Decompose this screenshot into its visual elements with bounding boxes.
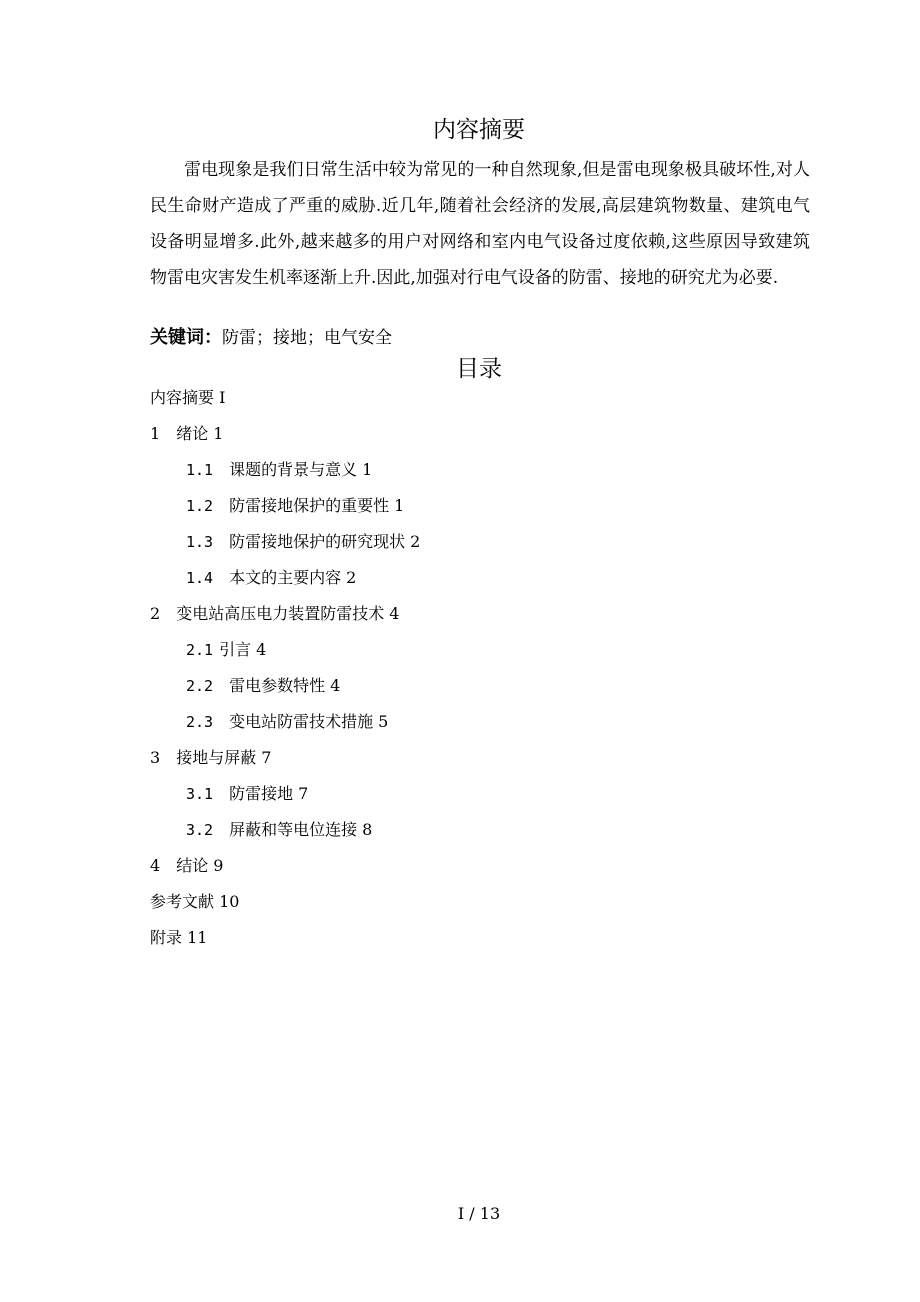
toc-entry[interactable]	[150, 560, 810, 596]
toc-entry[interactable]	[150, 740, 810, 776]
toc-entry[interactable]	[150, 452, 810, 488]
toc-entry-text: 变电站防雷技术措施 5	[229, 712, 389, 731]
toc-entry-number: 3	[150, 748, 161, 767]
toc-entry-text: 内容摘要 I	[150, 388, 226, 407]
toc-entry-text: 附录 11	[150, 928, 208, 947]
toc-entry[interactable]	[150, 848, 810, 884]
toc-entry-number: 2.2	[186, 677, 214, 695]
toc-entry-text: 课题的背景与意义 1	[229, 460, 373, 479]
toc-entry-number: 1.2	[186, 497, 214, 515]
keywords-value: 防雷；接地；电气安全	[222, 328, 392, 348]
toc-entry-text: 雷电参数特性 4	[229, 676, 341, 695]
toc-title: 目录	[456, 356, 502, 382]
toc-entry-number: 2.3	[186, 713, 214, 731]
table-of-contents	[150, 380, 810, 956]
toc-entry[interactable]	[150, 704, 810, 740]
toc-entry-text: 本文的主要内容 2	[229, 568, 357, 587]
toc-entry-text: 防雷接地保护的重要性 1	[229, 496, 405, 515]
toc-entry[interactable]	[150, 632, 810, 668]
toc-entry-number: 2	[150, 604, 161, 623]
toc-entry-text: 防雷接地 7	[229, 784, 309, 803]
toc-entry[interactable]	[150, 380, 810, 416]
toc-entry-text: 变电站高压电力装置防雷技术 4	[176, 604, 400, 623]
toc-entry-text: 屏蔽和等电位连接 8	[229, 820, 373, 839]
toc-entry-number: 1.3	[186, 533, 214, 551]
toc-entry-text: 接地与屏蔽 7	[176, 748, 272, 767]
toc-entry[interactable]	[150, 884, 810, 920]
toc-entry-number: 1	[150, 424, 161, 443]
toc-entry[interactable]	[150, 920, 810, 956]
toc-entry[interactable]	[150, 416, 810, 452]
toc-entry-number: 2.1	[186, 641, 214, 659]
toc-entry[interactable]	[150, 596, 810, 632]
toc-entry[interactable]	[150, 668, 810, 704]
toc-entry-text: 防雷接地保护的研究现状 2	[229, 532, 421, 551]
toc-entry-number: 1.1	[186, 461, 214, 479]
keywords-line	[150, 322, 810, 354]
toc-entry-number: 1.4	[186, 569, 214, 587]
toc-entry-text: 参考文献 10	[150, 892, 240, 911]
toc-entry-number: 3.1	[186, 785, 214, 803]
abstract-title: 内容摘要	[433, 117, 525, 143]
toc-entry-text: 结论 9	[176, 856, 224, 875]
toc-entry[interactable]	[150, 776, 810, 812]
page-number: I / 13	[457, 1204, 501, 1223]
toc-entry-text: 引言 4	[219, 640, 267, 659]
toc-entry-number: 3.2	[186, 821, 214, 839]
toc-entry[interactable]	[150, 812, 810, 848]
toc-entry[interactable]	[150, 524, 810, 560]
toc-entry-number: 4	[150, 856, 161, 875]
abstract-body: 雷电现象是我们日常生活中较为常见的一种自然现象,但是雷电现象极具破坏性,对人民生命财产造成了严重的威胁.近几年,随着社会经济的发展,高层建筑物数量、建筑电气设备明显增多.此外,越来越多的用户对网络和室内电气设备过度依赖,这些原因导致建筑物雷电灾害发生机率逐渐上升.因此,加强对行电气设备的防雷、接地的研究尤为必要.	[150, 160, 810, 288]
toc-entry-text: 绪论 1	[176, 424, 224, 443]
keywords-label: 关键词：	[150, 327, 222, 348]
toc-entry[interactable]	[150, 488, 810, 524]
